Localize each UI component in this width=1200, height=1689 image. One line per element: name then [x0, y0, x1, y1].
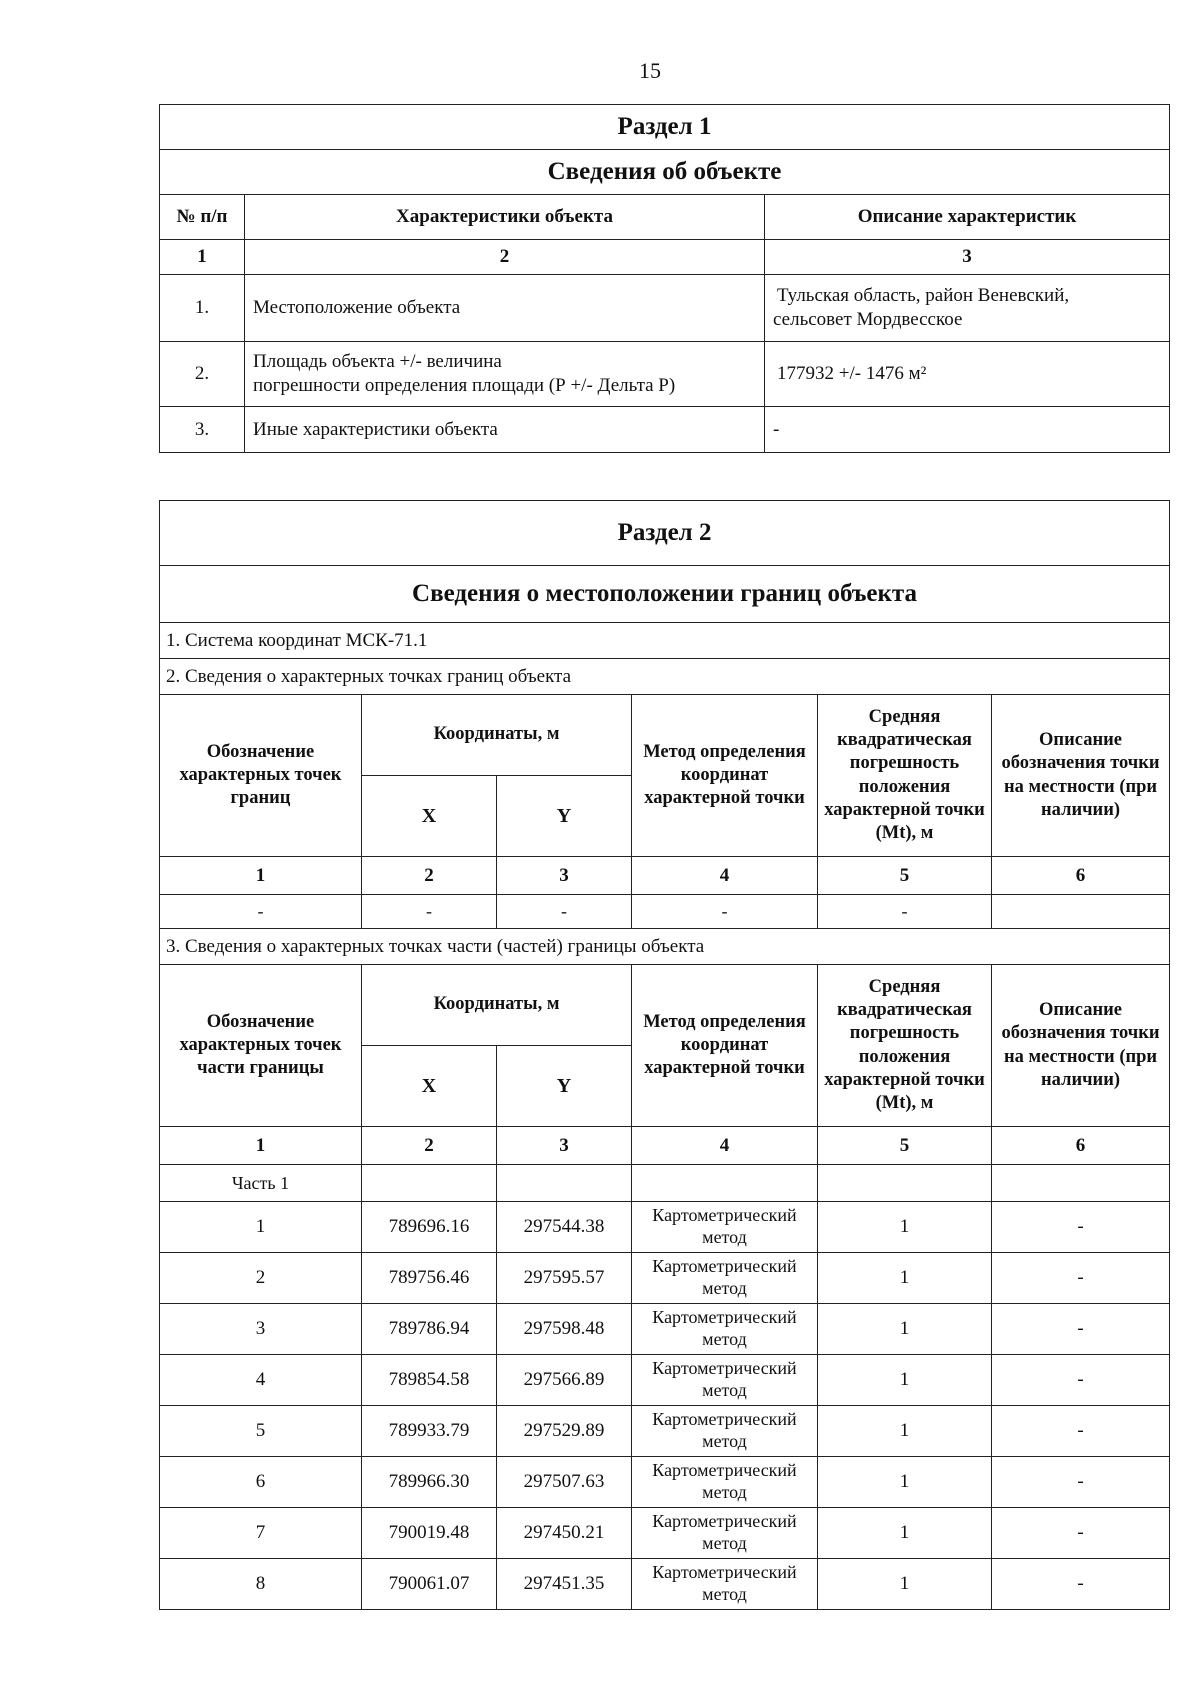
column-number: 3 [497, 857, 632, 895]
header-y: Y [497, 776, 632, 857]
table-row [160, 407, 1170, 453]
point-x: 789933.79 [362, 1406, 497, 1457]
point-method: Картометрический метод [632, 1457, 818, 1508]
header-y: Y [497, 1046, 632, 1127]
header-method: Метод определения координат характерной точки [632, 695, 818, 857]
header-x: X [362, 1046, 497, 1127]
characteristic-value: 177932 +/- 1476 м² [765, 342, 1170, 407]
characteristic-name [245, 342, 765, 407]
point-method: Картометрический метод [632, 1406, 818, 1457]
table-row [160, 1253, 1170, 1304]
table-row [160, 1304, 1170, 1355]
column-number: 3 [497, 1127, 632, 1165]
point-id: 5 [160, 1406, 362, 1457]
row-number: 2. [160, 342, 245, 407]
header-x: X [362, 776, 497, 857]
page-number: 15 [639, 58, 661, 83]
point-id: 3 [160, 1304, 362, 1355]
point-description: - [992, 1406, 1170, 1457]
characteristic-value: - [765, 407, 1170, 453]
section-1-title: Раздел 1 [160, 105, 1170, 150]
value-line: сельсовет Мордвесское [773, 309, 963, 330]
point-mean-error: 1 [818, 1559, 992, 1610]
section-1-subtitle: Сведения об объекте [160, 150, 1170, 195]
table-row [160, 342, 1170, 407]
point-method: Картометрический метод [632, 1202, 818, 1253]
header-method: Метод определения координат характерной точки [632, 965, 818, 1127]
point-mean-error: 1 [818, 1406, 992, 1457]
column-number: 5 [818, 1127, 992, 1165]
column-number: 2 [362, 857, 497, 895]
table-row [160, 1406, 1170, 1457]
column-number: 4 [632, 857, 818, 895]
column-number: 3 [765, 240, 1170, 275]
column-number: 2 [245, 240, 765, 275]
column-number: 1 [160, 857, 362, 895]
name-line: погрешности определения площади (Р +/- Дельта Р) [253, 375, 676, 396]
point-x: 790019.48 [362, 1508, 497, 1559]
point-id: 2 [160, 1253, 362, 1304]
point-id: 7 [160, 1508, 362, 1559]
empty-cell: - [632, 895, 818, 929]
point-y: 297507.63 [497, 1457, 632, 1508]
point-y: 297451.35 [497, 1559, 632, 1610]
point-description: - [992, 1355, 1170, 1406]
empty-cell [992, 895, 1170, 929]
point-method: Картометрический метод [632, 1304, 818, 1355]
points-table-body [160, 1202, 1170, 1610]
point-y: 297566.89 [497, 1355, 632, 1406]
point-mean-error: 1 [818, 1457, 992, 1508]
boundary-points-title: 2. Сведения о характерных точках границ объекта [160, 659, 1170, 695]
column-number: 6 [992, 857, 1170, 895]
point-x: 789696.16 [362, 1202, 497, 1253]
header-point-designation: Обозначение характерных точек границ [160, 695, 362, 857]
row-number: 1. [160, 275, 245, 342]
header-description: Описание обозначения точки на местности (при наличии) [992, 695, 1170, 857]
part-points-title: 3. Сведения о характерных точках части (частей) границы объекта [160, 929, 1170, 965]
point-description: - [992, 1457, 1170, 1508]
section-2-table [159, 500, 1170, 1610]
name-line: Площадь объекта +/- величина [253, 351, 502, 373]
point-id: 8 [160, 1559, 362, 1610]
column-number: 4 [632, 1127, 818, 1165]
point-description: - [992, 1202, 1170, 1253]
section-2-subtitle: Сведения о местоположении границ объекта [160, 566, 1170, 623]
point-mean-error: 1 [818, 1253, 992, 1304]
column-header-description: Описание характеристик [765, 195, 1170, 240]
point-y: 297529.89 [497, 1406, 632, 1457]
point-mean-error: 1 [818, 1202, 992, 1253]
point-id: 4 [160, 1355, 362, 1406]
table-row [160, 1355, 1170, 1406]
empty-cell: - [497, 895, 632, 929]
point-x: 789756.46 [362, 1253, 497, 1304]
column-number: 2 [362, 1127, 497, 1165]
point-method: Картометрический метод [632, 1355, 818, 1406]
point-description: - [992, 1253, 1170, 1304]
table-row [160, 1202, 1170, 1253]
point-description: - [992, 1304, 1170, 1355]
point-y: 297544.38 [497, 1202, 632, 1253]
part-label: Часть 1 [160, 1165, 362, 1202]
header-description: Описание обозначения точки на местности (при наличии) [992, 965, 1170, 1127]
row-number: 3. [160, 407, 245, 453]
table-row [160, 1457, 1170, 1508]
point-mean-error: 1 [818, 1355, 992, 1406]
point-description: - [992, 1508, 1170, 1559]
table-row [160, 275, 1170, 342]
empty-cell: - [362, 895, 497, 929]
coordinate-system: 1. Система координат МСК-71.1 [160, 623, 1170, 659]
point-mean-error: 1 [818, 1304, 992, 1355]
table-row [160, 1508, 1170, 1559]
point-method: Картометрический метод [632, 1559, 818, 1610]
column-number: 5 [818, 857, 992, 895]
characteristic-name: Местоположение объекта [245, 275, 765, 342]
section-2-title: Раздел 2 [160, 501, 1170, 566]
section-1-table [159, 104, 1170, 453]
point-y: 297595.57 [497, 1253, 632, 1304]
empty-cell: - [160, 895, 362, 929]
header-coordinates: Координаты, м [362, 965, 632, 1046]
point-method: Картометрический метод [632, 1508, 818, 1559]
point-x: 789966.30 [362, 1457, 497, 1508]
table-row [160, 895, 1170, 929]
characteristic-name: Иные характеристики объекта [245, 407, 765, 453]
point-x: 790061.07 [362, 1559, 497, 1610]
point-id: 1 [160, 1202, 362, 1253]
point-x: 789786.94 [362, 1304, 497, 1355]
value-line: Тульская область, район Веневский, [777, 285, 1070, 307]
header-coordinates: Координаты, м [362, 695, 632, 776]
column-number: 1 [160, 240, 245, 275]
point-mean-error: 1 [818, 1508, 992, 1559]
table-row [160, 1559, 1170, 1610]
point-id: 6 [160, 1457, 362, 1508]
column-header-characteristics: Характеристики объекта [245, 195, 765, 240]
header-part-point-designation: Обозначение характерных точек части границы [160, 965, 362, 1127]
column-header-number: № п/п [160, 195, 245, 240]
empty-cell: - [818, 895, 992, 929]
point-description: - [992, 1559, 1170, 1610]
point-method: Картометрический метод [632, 1253, 818, 1304]
point-y: 297450.21 [497, 1508, 632, 1559]
column-number: 1 [160, 1127, 362, 1165]
characteristic-value [765, 275, 1170, 342]
header-mean-error: Средняя квадратическая погрешность положения характерной точки (Mt), м [818, 695, 992, 857]
point-x: 789854.58 [362, 1355, 497, 1406]
column-number: 6 [992, 1127, 1170, 1165]
header-mean-error: Средняя квадратическая погрешность положения характерной точки (Mt), м [818, 965, 992, 1127]
point-y: 297598.48 [497, 1304, 632, 1355]
part-row [160, 1165, 1170, 1202]
